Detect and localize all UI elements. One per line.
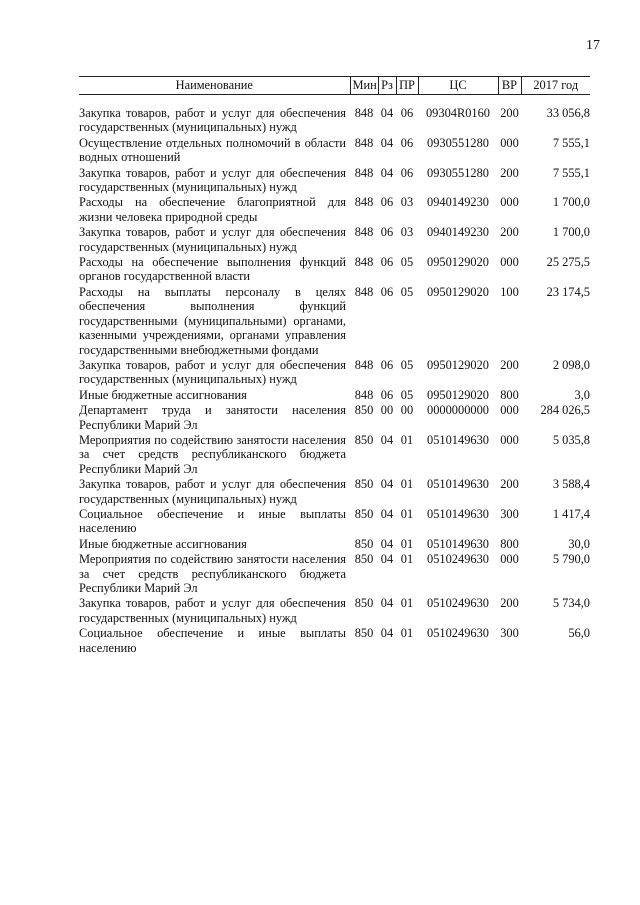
page-number: 17 — [586, 38, 600, 53]
table-row — [79, 506, 590, 536]
cell-name: Департамент труда и занятости населения Республики Марий Эл — [79, 403, 346, 432]
table-row — [79, 387, 590, 402]
cell-sum: 25 275,5 — [546, 255, 590, 270]
cell-sum: 23 174,5 — [546, 284, 590, 299]
cell-vr: 200 — [500, 477, 519, 492]
table-row — [79, 284, 590, 357]
cell-name: Мероприятия по содействию занятости населения за счет средств республиканского бюджета Республики Марий Эл — [79, 432, 346, 476]
cell-cs: 0510149630 — [427, 536, 489, 551]
cell-vr: 200 — [500, 596, 519, 611]
table-row — [79, 432, 590, 476]
cell-name: Социальное обеспечение и иные выплаты населению — [79, 506, 346, 536]
table-row — [79, 402, 590, 432]
cell-vr: 200 — [500, 357, 519, 372]
cell-min: 850 — [354, 403, 374, 418]
cell-cs: 0510149630 — [427, 506, 489, 521]
cell-name: Иные бюджетные ассигнования — [79, 536, 247, 551]
cell-name: Мероприятия по содействию занятости населения за счет средств республиканского бюджета Республики Марий Эл — [79, 552, 346, 595]
cell-vr: 000 — [500, 135, 519, 150]
cell-sum: 1 700,0 — [552, 225, 590, 240]
cell-vr: 200 — [500, 165, 519, 180]
budget-table — [79, 76, 590, 655]
cell-rz: 06 — [380, 255, 394, 270]
cell-rz: 04 — [380, 432, 394, 447]
cell-name: Закупка товаров, работ и услуг для обеспечения государственных (муниципальных) нужд — [79, 106, 346, 135]
cell-pr: 05 — [400, 357, 414, 372]
cell-pr: 05 — [400, 284, 414, 299]
cell-min: 848 — [354, 387, 374, 402]
cell-pr: 01 — [400, 506, 414, 521]
cell-vr: 000 — [500, 255, 519, 270]
cell-sum: 3,0 — [574, 387, 590, 402]
cell-cs: 0950129020 — [427, 387, 489, 402]
cell-cs: 0950129020 — [427, 357, 489, 372]
cell-name: Закупка товаров, работ и услуг для обеспечения государственных (муниципальных) нужд — [79, 596, 346, 625]
cell-sum: 1 417,4 — [552, 506, 590, 521]
cell-sum: 7 555,1 — [552, 135, 590, 150]
table-row — [79, 135, 590, 165]
cell-min: 848 — [354, 255, 374, 270]
table-body — [79, 105, 590, 655]
cell-name: Социальное обеспечение и иные выплаты населению — [79, 626, 346, 655]
cell-pr: 03 — [400, 225, 414, 240]
cell-name: Иные бюджетные ассигнования — [79, 387, 247, 402]
cell-vr: 000 — [500, 195, 519, 210]
cell-cs: 0000000000 — [427, 403, 489, 418]
cell-cs: 0510249630 — [427, 552, 489, 567]
table-row — [79, 105, 590, 135]
header-sum: 2017 год — [521, 77, 590, 95]
cell-name: Закупка товаров, работ и услуг для обеспечения государственных (муниципальных) нужд — [79, 477, 346, 506]
table-row — [79, 194, 590, 224]
table-row — [79, 551, 590, 595]
header-cs: ЦС — [418, 77, 498, 95]
cell-rz: 00 — [380, 403, 394, 418]
cell-pr: 00 — [400, 403, 414, 418]
cell-min: 850 — [354, 506, 374, 521]
cell-min: 848 — [354, 225, 374, 240]
cell-min: 848 — [354, 165, 374, 180]
header-min: Мин — [350, 77, 378, 95]
cell-name: Закупка товаров, работ и услуг для обеспечения государственных (муниципальных) нужд — [79, 165, 346, 195]
cell-pr: 01 — [400, 552, 414, 567]
cell-cs: 0930551280 — [427, 165, 489, 180]
cell-rz: 04 — [380, 596, 394, 611]
cell-pr: 06 — [400, 135, 414, 150]
header-rz: Рз — [378, 77, 396, 95]
cell-min: 848 — [354, 357, 374, 372]
cell-vr: 000 — [500, 552, 519, 567]
cell-cs: 0940149230 — [427, 195, 489, 210]
cell-vr: 000 — [500, 403, 519, 418]
table-header-row — [79, 77, 590, 95]
cell-vr: 800 — [500, 387, 519, 402]
table-row — [79, 595, 590, 625]
table-row — [79, 476, 590, 506]
cell-sum: 56,0 — [568, 626, 590, 641]
cell-rz: 06 — [380, 357, 394, 372]
cell-rz: 04 — [380, 536, 394, 551]
cell-name: Расходы на выплаты персоналу в целях обеспечения выполнения функций государственными (муниципальными) органами, казенными учреждениями, органами управления государственными внебюджетными фондами — [79, 284, 346, 357]
cell-rz: 04 — [380, 552, 394, 567]
cell-rz: 06 — [380, 195, 394, 210]
cell-sum: 2 098,0 — [552, 357, 590, 372]
cell-min: 848 — [354, 135, 374, 150]
header-vr: ВР — [498, 77, 521, 95]
cell-pr: 03 — [400, 195, 414, 210]
cell-cs: 0510149630 — [427, 432, 489, 447]
cell-min: 850 — [354, 626, 374, 641]
cell-min: 848 — [354, 284, 374, 299]
table-row — [79, 536, 590, 551]
cell-sum: 7 555,1 — [552, 165, 590, 180]
cell-cs: 0950129020 — [427, 255, 489, 270]
table-row — [79, 224, 590, 254]
cell-sum: 5 035,8 — [552, 432, 590, 447]
cell-rz: 04 — [380, 165, 394, 180]
header-pr: ПР — [396, 77, 418, 95]
cell-cs: 0510249630 — [427, 626, 489, 641]
cell-sum: 5 734,0 — [552, 596, 590, 611]
cell-name: Закупка товаров, работ и услуг для обеспечения государственных (муниципальных) нужд — [79, 357, 346, 387]
cell-pr: 06 — [400, 106, 414, 120]
cell-cs: 0510149630 — [427, 477, 489, 492]
cell-cs: 0940149230 — [427, 225, 489, 240]
cell-rz: 04 — [380, 477, 394, 492]
cell-rz: 04 — [380, 135, 394, 150]
cell-rz: 04 — [380, 506, 394, 521]
cell-pr: 05 — [400, 387, 414, 402]
cell-cs: 09304R0160 — [425, 106, 491, 120]
cell-min: 848 — [354, 106, 374, 120]
cell-name: Осуществление отдельных полномочий в области водных отношений — [79, 135, 346, 165]
cell-vr: 300 — [500, 506, 519, 521]
cell-sum: 1 700,0 — [552, 195, 590, 210]
cell-name: Закупка товаров, работ и услуг для обеспечения государственных (муниципальных) нужд — [79, 225, 346, 254]
cell-sum: 284 026,5 — [540, 403, 590, 418]
cell-pr: 01 — [400, 536, 414, 551]
cell-sum: 5 790,0 — [552, 552, 590, 567]
cell-pr: 01 — [400, 596, 414, 611]
cell-rz: 04 — [380, 106, 394, 120]
cell-pr: 01 — [400, 626, 414, 641]
cell-pr: 01 — [400, 432, 414, 447]
cell-pr: 01 — [400, 477, 414, 492]
cell-cs: 0950129020 — [427, 284, 489, 299]
cell-name: Расходы на обеспечение благоприятной для жизни человека природной среды — [79, 195, 346, 224]
cell-vr: 100 — [500, 284, 519, 299]
cell-vr: 200 — [500, 225, 519, 240]
cell-vr: 000 — [500, 432, 519, 447]
cell-rz: 06 — [380, 387, 394, 402]
cell-name: Расходы на обеспечение выполнения функций органов государственной власти — [79, 255, 346, 284]
cell-rz: 06 — [380, 284, 394, 299]
cell-min: 850 — [354, 536, 374, 551]
cell-sum: 3 588,4 — [552, 477, 590, 492]
cell-min: 850 — [354, 596, 374, 611]
cell-sum: 33 056,8 — [546, 106, 590, 120]
table-row — [79, 254, 590, 284]
header-name: Наименование — [79, 77, 350, 95]
table-row — [79, 165, 590, 195]
cell-rz: 04 — [380, 626, 394, 641]
cell-vr: 800 — [500, 536, 519, 551]
cell-min: 848 — [354, 195, 374, 210]
cell-pr: 06 — [400, 165, 414, 180]
cell-min: 850 — [354, 432, 374, 447]
cell-vr: 300 — [500, 626, 519, 641]
cell-cs: 0510249630 — [427, 596, 489, 611]
cell-min: 850 — [354, 552, 374, 567]
table-row — [79, 357, 590, 387]
cell-sum: 30,0 — [568, 536, 590, 551]
cell-min: 850 — [354, 477, 374, 492]
table-row — [79, 625, 590, 655]
cell-vr: 200 — [500, 106, 519, 120]
cell-rz: 06 — [380, 225, 394, 240]
cell-pr: 05 — [400, 255, 414, 270]
cell-cs: 0930551280 — [427, 135, 489, 150]
